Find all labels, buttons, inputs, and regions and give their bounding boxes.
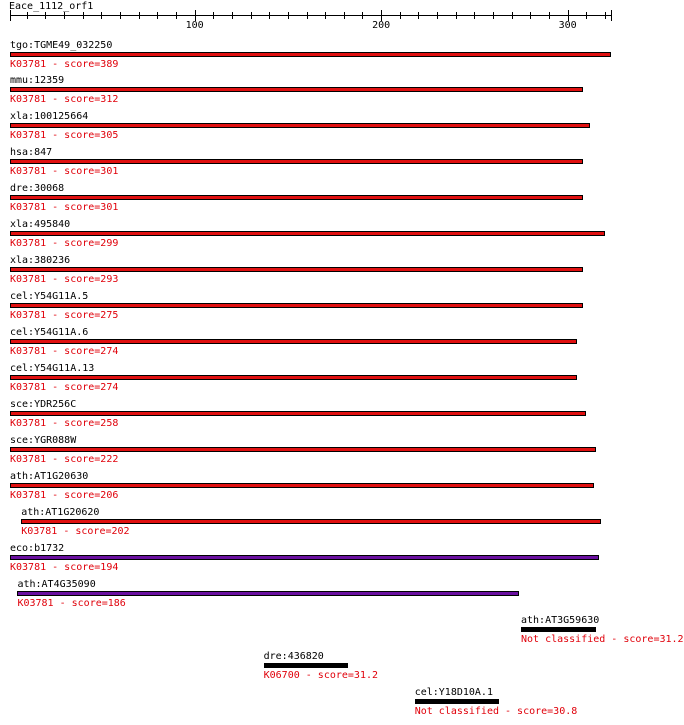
hit-score-label[interactable]: K03781 - score=206 xyxy=(10,490,119,501)
hit-name[interactable]: dre:436820 xyxy=(263,651,324,662)
hit-score-label[interactable]: K03781 - score=293 xyxy=(10,274,119,285)
hit-alignment-bar[interactable] xyxy=(10,483,594,488)
hit-name[interactable]: ath:AT1G20620 xyxy=(21,507,100,518)
hit-alignment-bar[interactable] xyxy=(17,591,519,596)
hit-alignment-bar[interactable] xyxy=(10,52,611,57)
hit-name[interactable]: ath:AT4G35090 xyxy=(17,579,96,590)
hit-score-label[interactable]: Not classified - score=30.8 xyxy=(414,706,578,717)
hit-score-label[interactable]: K03781 - score=274 xyxy=(10,346,119,357)
hit-alignment-bar[interactable] xyxy=(10,267,583,272)
hit-alignment-bar[interactable] xyxy=(10,195,583,200)
hit-score-label[interactable]: K03781 - score=222 xyxy=(10,454,119,465)
hit-alignment-bar[interactable] xyxy=(10,159,583,164)
hit-alignment-bar[interactable] xyxy=(10,555,599,560)
hit-score-label[interactable]: K03781 - score=299 xyxy=(10,238,119,249)
hit-alignment-bar[interactable] xyxy=(10,303,583,308)
hit-name[interactable]: mmu:12359 xyxy=(10,75,65,86)
hit-alignment-bar[interactable] xyxy=(10,411,586,416)
hit-alignment-bar[interactable] xyxy=(10,375,577,380)
hit-alignment-bar[interactable] xyxy=(21,519,601,524)
hit-score-label[interactable]: K03781 - score=312 xyxy=(10,94,119,105)
hit-score-label[interactable]: Not classified - score=31.2 xyxy=(521,634,684,645)
hit-name[interactable]: hsa:847 xyxy=(10,147,53,158)
hit-name[interactable]: xla:380236 xyxy=(10,255,71,266)
hit-name[interactable]: xla:495840 xyxy=(10,219,71,230)
hit-name[interactable]: tgo:TGME49_032250 xyxy=(10,40,113,51)
hit-name[interactable]: sce:YGR088W xyxy=(10,435,77,446)
hit-alignment-bar[interactable] xyxy=(10,339,577,344)
hit-name[interactable]: eco:b1732 xyxy=(10,543,65,554)
ruler-tick-label: 100 xyxy=(185,20,204,31)
hit-alignment-bar[interactable] xyxy=(415,699,499,704)
hit-score-label[interactable]: K03781 - score=194 xyxy=(10,562,119,573)
query-title: Eace_1112_orf1 xyxy=(9,1,94,12)
hit-score-label[interactable]: K03781 - score=275 xyxy=(10,310,119,321)
hit-score-label[interactable]: K03781 - score=389 xyxy=(10,59,119,70)
hit-name[interactable]: ath:AT3G59630 xyxy=(521,615,600,626)
hit-alignment-bar[interactable] xyxy=(10,231,605,236)
hit-name[interactable]: sce:YDR256C xyxy=(10,399,77,410)
sequence-ruler xyxy=(0,0,620,32)
hit-name[interactable]: xla:100125664 xyxy=(10,111,89,122)
hit-alignment-bar[interactable] xyxy=(521,627,596,632)
hit-name[interactable]: cel:Y18D10A.1 xyxy=(414,687,493,698)
ruler-tick-label: 200 xyxy=(372,20,391,31)
hit-score-label[interactable]: K06700 - score=31.2 xyxy=(263,670,379,681)
hit-name[interactable]: cel:Y54G11A.5 xyxy=(10,291,89,302)
hit-alignment-bar[interactable] xyxy=(10,447,596,452)
hit-alignment-bar[interactable] xyxy=(264,663,348,668)
hit-score-label[interactable]: K03781 - score=301 xyxy=(10,166,119,177)
hit-score-label[interactable]: K03781 - score=202 xyxy=(21,526,130,537)
hit-score-label[interactable]: K03781 - score=301 xyxy=(10,202,119,213)
hit-alignment-bar[interactable] xyxy=(10,123,590,128)
hit-score-label[interactable]: K03781 - score=274 xyxy=(10,382,119,393)
hit-alignment-bar[interactable] xyxy=(10,87,583,92)
ruler-tick-label: 300 xyxy=(558,20,577,31)
hit-name[interactable]: cel:Y54G11A.6 xyxy=(10,327,89,338)
hit-name[interactable]: ath:AT1G20630 xyxy=(10,471,89,482)
hit-name[interactable]: cel:Y54G11A.13 xyxy=(10,363,95,374)
hit-name[interactable]: dre:30068 xyxy=(10,183,65,194)
hit-score-label[interactable]: K03781 - score=305 xyxy=(10,130,119,141)
hit-score-label[interactable]: K03781 - score=186 xyxy=(17,598,126,609)
hit-score-label[interactable]: K03781 - score=258 xyxy=(10,418,119,429)
